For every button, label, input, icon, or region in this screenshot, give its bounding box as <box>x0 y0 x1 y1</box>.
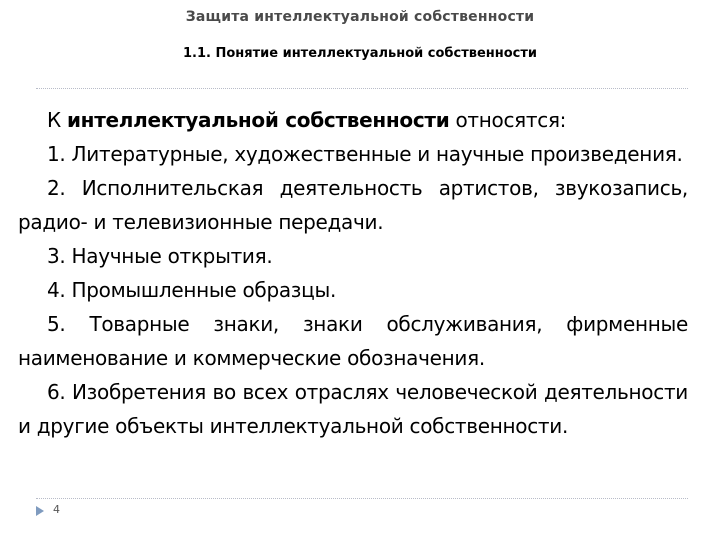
list-item: 5. Товарные знаки, знаки обслуживания, фирменные наименование и коммерческие обозначения. <box>18 312 688 370</box>
slide-body <box>18 103 688 443</box>
slide-subtitle: 1.1. Понятие интеллектуальной собственности <box>182 46 538 61</box>
slide-title: Защита интеллектуальной собственности <box>185 9 535 25</box>
header-divider <box>36 88 688 89</box>
list-item: 4. Промышленные образцы. <box>47 278 337 302</box>
page-number: 4 <box>53 503 60 516</box>
intro-paragraph <box>18 103 688 137</box>
triangle-right-icon <box>36 506 44 516</box>
list-item: 3. Научные открытия. <box>47 244 273 268</box>
intro-prefix: К <box>47 108 67 132</box>
list-item: 2. Исполнительская деятельность артистов, звукозапись, радио- и телевизионные передачи. <box>18 176 688 234</box>
footer-divider <box>36 498 688 499</box>
intro-suffix: относятся: <box>449 108 567 132</box>
intro-emphasis: интеллектуальной собственности <box>66 108 450 132</box>
list-item: 1. Литературные, художественные и научные произведения. <box>47 142 683 166</box>
list-item: 6. Изобретения во всех отраслях человеческой деятельности и другие объекты интеллектуальной собственности. <box>18 380 688 438</box>
